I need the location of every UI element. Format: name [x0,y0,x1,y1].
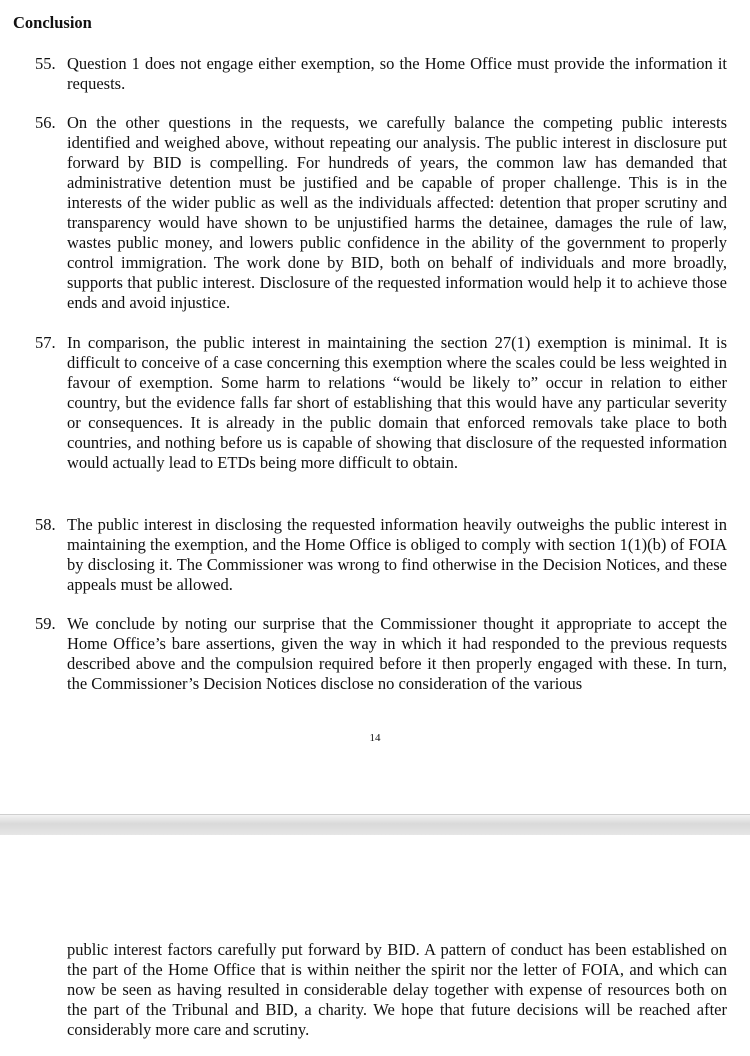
paragraph-number: 59. [35,614,56,633]
section-heading: Conclusion [13,13,92,32]
document-page-15 [0,835,750,1056]
paragraph-56 [35,113,727,313]
paragraph-59-continuation: public interest factors carefully put forward by BID. A pattern of conduct has been established on the part of the Home Office that is within neither the spirit nor the letter of FOIA, and which can now be seen as having resulted in considerable delay together with expense of resources both on the part of the Tribunal and BID, a charity. We hope that future decisions will be reached after considerably more care and scrutiny. [67,940,727,1039]
page-separator [0,814,750,836]
paragraph-text: Question 1 does not engage either exemption, so the Home Office must provide the information it requests. [67,54,727,93]
paragraph-59 [35,614,727,694]
paragraph-57 [35,333,727,473]
paragraph-number: 56. [35,113,56,132]
paragraph-number: 55. [35,54,56,73]
paragraph-text: The public interest in disclosing the requested information heavily outweighs the public interest in maintaining the exemption, and the Home Office is obliged to comply with section 1(1)(b) of FOIA by disclosing it. The Commissioner was wrong to find otherwise in the Decision Notices, and these appeals must be allowed. [67,515,727,594]
paragraph-text: We conclude by noting our surprise that the Commissioner thought it appropriate to accept the Home Office’s bare assertions, given the way in which it had responded to the previous requests described above and the compulsion required before it then properly engaged with these. In turn, the Commissioner’s Decision Notices disclose no consideration of the various [67,614,727,693]
paragraph-number: 58. [35,515,56,534]
paragraph-number: 57. [35,333,56,352]
paragraph-text: In comparison, the public interest in maintaining the section 27(1) exemption is minimal. It is difficult to conceive of a case concerning this exemption where the scales could be less weighted in favour of exemption. Some harm to relations “would be likely to” occur in relation to either country, but the evidence falls far short of establishing that this would have any particular severity or consequences. It is already in the public domain that enforced removals take place to both countries, and nothing before us is capable of showing that disclosure of the requested information would actually lead to ETDs being more difficult to obtain. [67,333,727,472]
paragraph-text: On the other questions in the requests, we carefully balance the competing public interests identified and weighed above, without repeating our analysis. The public interest in disclosure put forward by BID is compelling. For hundreds of years, the common law has demanded that administrative detention must be justified and be capable of proper challenge. This is in the interests of the wider public as well as the individuals affected: detention that proper scrutiny and transparency would have shown to be unjustified harms the detainee, damages the rule of law, wastes public money, and lowers public confidence in the ability of the government to properly control immigration. The work done by BID, both on behalf of individuals and more broadly, supports that public interest. Disclosure of the requested information would help it to achieve those ends and avoid injustice. [67,113,727,312]
paragraph-55 [35,54,727,94]
paragraph-58 [35,515,727,595]
page-number: 14 [369,732,381,744]
